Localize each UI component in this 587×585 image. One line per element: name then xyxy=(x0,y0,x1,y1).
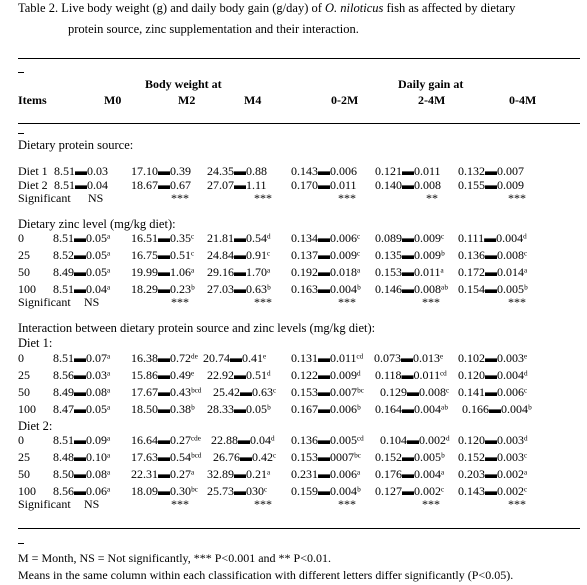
cell-m4: 20.74▬0.41ᵉ xyxy=(203,351,267,365)
cell-gain-0-2m: 0.170▬0.011 xyxy=(291,178,357,192)
cell-m4: 25.42▬0.63ᶜ xyxy=(213,385,277,399)
cell-gain-0-4m: 0.203▬0.002ᵃ xyxy=(458,467,528,481)
row-item: 0 xyxy=(18,433,24,447)
cell-m0: 8.51▬0.07ᵃ xyxy=(53,351,111,365)
table-row xyxy=(18,467,580,481)
cell-gain-0-4m: 0.120▬0.004ᵈ xyxy=(458,368,528,382)
sig-m2: *** xyxy=(171,295,189,309)
cell-gain-2-4m: 0.089▬0.009ᶜ xyxy=(375,231,445,245)
cell-gain-0-2m: 0.231▬0.006ᵃ xyxy=(291,467,361,481)
cell-m2: 15.86▬0.49ᵉ xyxy=(131,368,195,382)
cell-m2: 16.64▬0.27ᶜᵈᵉ xyxy=(131,433,201,447)
row-item: 25 xyxy=(18,248,30,262)
sig-m4: *** xyxy=(254,191,272,205)
cell-m2: 19.99▬1.06ᵃ xyxy=(131,265,195,279)
sig-gain-0-4m: *** xyxy=(508,295,526,309)
sig-gain-0-2m: *** xyxy=(338,191,356,205)
significance-row xyxy=(18,497,580,511)
significance-label: Significant xyxy=(18,497,71,511)
sig-gain-0-4m: *** xyxy=(508,191,526,205)
cell-gain-0-2m: 0.153▬0.007ᵇᶜ xyxy=(291,385,364,399)
cell-gain-0-2m: 0.137▬0.009ᶜ xyxy=(291,248,361,262)
cell-gain-2-4m: 0.153▬0.011ᵃ xyxy=(375,265,444,279)
cell-m4: 26.76▬0.42ᶜ xyxy=(213,450,277,464)
table-row xyxy=(18,164,580,178)
top-dash xyxy=(18,72,24,73)
header-gain-0-4m: 0-4M xyxy=(509,93,537,107)
sig-gain-2-4m: *** xyxy=(422,295,440,309)
header-m0: M0 xyxy=(104,93,122,107)
cell-gain-0-4m: 0.152▬0.003ᶜ xyxy=(458,450,528,464)
cell-m0: 8.56▬0.06ᵃ xyxy=(53,484,111,498)
cell-m0: 8.49▬0.05ᵃ xyxy=(53,265,111,279)
sig-m0: NS xyxy=(88,191,104,205)
header-dash xyxy=(18,133,24,134)
cell-gain-2-4m: 0.164▬0.004ᵃᵇ xyxy=(375,402,448,416)
sig-gain-2-4m: *** xyxy=(422,497,440,511)
caption-species: O. niloticus xyxy=(325,1,384,15)
sig-m0: NS xyxy=(84,497,100,511)
cell-m4: 29.16▬1.70ᵃ xyxy=(207,265,271,279)
cell-m2: 16.75▬0.51ᶜ xyxy=(131,248,195,262)
table-row xyxy=(18,402,580,416)
cell-m2: 22.31▬0.27ᵃ xyxy=(131,467,195,481)
table-row xyxy=(18,231,580,245)
cell-gain-0-2m: 0.131▬0.011ᶜᵈ xyxy=(291,351,364,365)
row-item: Diet 1 xyxy=(18,164,48,178)
cell-m0: 8.50▬0.08ᵃ xyxy=(53,467,111,481)
header-m2: M2 xyxy=(178,93,196,107)
cell-gain-0-2m: 0.122▬0.009ᵈ xyxy=(291,368,361,382)
cell-m4: 21.81▬0.54ᵈ xyxy=(207,231,271,245)
cell-m2: 18.67▬0.67 xyxy=(131,178,191,192)
cell-gain-2-4m: 0.146▬0.008ᵃᵇ xyxy=(375,282,448,296)
cell-m4: 24.84▬0.91ᶜ xyxy=(207,248,271,262)
row-item: 100 xyxy=(18,282,36,296)
cell-gain-2-4m: 0.129▬0.008ᶜ xyxy=(380,385,450,399)
table-row xyxy=(18,282,580,296)
section-diet-1: Diet 1: xyxy=(18,336,53,350)
cell-m4: 27.07▬1.11 xyxy=(207,178,267,192)
cell-gain-0-4m: 0.166▬0.004ᵇ xyxy=(462,402,532,416)
sig-m2: *** xyxy=(171,191,189,205)
cell-m4: 27.03▬0.63ᵇ xyxy=(207,282,271,296)
cell-m0: 8.56▬0.03ᵃ xyxy=(53,368,111,382)
cell-gain-0-4m: 0.155▬0.009 xyxy=(458,178,524,192)
caption-prefix: Table 2. Live body weight (g) and daily body gain (g/day) of xyxy=(18,1,322,15)
row-item: 50 xyxy=(18,385,30,399)
cell-m4: 24.35▬0.88 xyxy=(207,164,267,178)
cell-gain-0-4m: 0.120▬0.003ᵈ xyxy=(458,433,528,447)
cell-gain-0-4m: 0.154▬0.005ᵇ xyxy=(458,282,528,296)
row-item: 0 xyxy=(18,231,24,245)
cell-gain-0-4m: 0.111▬0.004ᵈ xyxy=(458,231,527,245)
cell-gain-2-4m: 0.073▬0.013ᵉ xyxy=(374,351,444,365)
cell-m2: 18.50▬0.38ᵇ xyxy=(131,402,195,416)
cell-m4: 25.73▬030ᶜ xyxy=(207,484,268,498)
cell-m0: 8.51▬0.04 xyxy=(54,178,108,192)
cell-m0: 8.52▬0.05ᵃ xyxy=(53,248,111,262)
footnote-abbreviations: M = Month, NS = Not significantly, *** P<0.001 and ** P<0.01. xyxy=(18,551,331,565)
cell-gain-0-4m: 0.132▬0.007 xyxy=(458,164,524,178)
cell-gain-2-4m: 0.118▬0.011ᶜᵈ xyxy=(375,368,447,382)
cell-gain-2-4m: 0.140▬0.008 xyxy=(375,178,441,192)
sig-m4: *** xyxy=(254,497,272,511)
sig-gain-0-2m: *** xyxy=(338,295,356,309)
table-row xyxy=(18,248,580,262)
row-item: 100 xyxy=(18,484,36,498)
cell-gain-2-4m: 0.135▬0.009ᵇ xyxy=(375,248,445,262)
cell-gain-0-2m: 0.143▬0.006 xyxy=(291,164,357,178)
significance-label: Significant xyxy=(18,295,71,309)
sig-m0: NS xyxy=(84,295,100,309)
cell-m0: 8.47▬0.05ᵃ xyxy=(53,402,111,416)
cell-gain-0-2m: 0.159▬0.004ᵇ xyxy=(291,484,361,498)
table-row xyxy=(18,385,580,399)
cell-m4: 22.92▬0.51ᵈ xyxy=(207,368,271,382)
cell-m2: 16.38▬0.72ᵈᵉ xyxy=(131,351,198,365)
caption-suffix: fish as affected by dietary xyxy=(386,1,516,15)
cell-m4: 22.88▬0.04ᵈ xyxy=(211,433,275,447)
cell-gain-0-4m: 0.172▬0.014ᵃ xyxy=(458,265,528,279)
table-row xyxy=(18,351,580,365)
header-m4: M4 xyxy=(244,93,262,107)
header-gain-0-2m: 0-2M xyxy=(331,93,359,107)
table-row xyxy=(18,433,580,447)
cell-m2: 17.63▬0.54ᵇᶜᵈ xyxy=(131,450,202,464)
significance-row xyxy=(18,295,580,309)
section-zinc-level: Dietary zinc level (mg/kg diet): xyxy=(18,217,176,231)
top-rule xyxy=(18,58,580,59)
sig-gain-2-4m: ** xyxy=(426,191,438,205)
cell-gain-2-4m: 0.127▬0.002ᶜ xyxy=(375,484,445,498)
cell-gain-0-2m: 0.192▬0.018ᵃ xyxy=(291,265,361,279)
cell-m2: 17.10▬0.39 xyxy=(131,164,191,178)
table-caption xyxy=(18,1,515,15)
section-interaction: Interaction between dietary protein source and zinc levels (mg/kg diet): xyxy=(18,321,376,335)
cell-m0: 8.51▬0.09ᵃ xyxy=(53,433,111,447)
cell-gain-2-4m: 0.176▬0.004ᵃ xyxy=(375,467,445,481)
header-body-weight-at: Body weight at xyxy=(145,77,222,91)
row-item: 100 xyxy=(18,402,36,416)
cell-gain-0-2m: 0.134▬0.006ᶜ xyxy=(291,231,361,245)
row-item: 0 xyxy=(18,351,24,365)
cell-gain-0-2m: 0.163▬0.004ᵇ xyxy=(291,282,361,296)
sig-gain-0-4m: *** xyxy=(508,497,526,511)
cell-gain-0-2m: 0.167▬0.006ᵇ xyxy=(291,402,361,416)
cell-gain-2-4m: 0.104▬0.002ᵈ xyxy=(380,433,450,447)
sig-gain-0-2m: *** xyxy=(338,497,356,511)
cell-m2: 16.51▬0.35ᶜ xyxy=(131,231,195,245)
sig-m4: *** xyxy=(254,295,272,309)
header-gain-2-4m: 2-4M xyxy=(418,93,446,107)
cell-m4: 28.33▬0.05ᵇ xyxy=(207,402,271,416)
cell-gain-2-4m: 0.152▬0.005ᵇ xyxy=(375,450,445,464)
section-protein-source: Dietary protein source: xyxy=(18,138,134,152)
cell-m0: 8.51▬0.05ᵃ xyxy=(53,231,111,245)
row-item: 25 xyxy=(18,450,30,464)
bottom-rule xyxy=(18,528,580,529)
significance-row xyxy=(18,191,580,205)
table-row xyxy=(18,450,580,464)
table-row xyxy=(18,265,580,279)
cell-m0: 8.49▬0.08ᵃ xyxy=(53,385,111,399)
cell-gain-2-4m: 0.121▬0.011 xyxy=(375,164,441,178)
section-diet-2: Diet 2: xyxy=(18,419,53,433)
footnote-letters: Means in the same column within each classification with different letters differ significantly (P<0.05). xyxy=(18,568,514,582)
sig-m2: *** xyxy=(171,497,189,511)
cell-m2: 18.29▬0.23ᵇ xyxy=(131,282,195,296)
cell-m2: 17.67▬0.43ᵇᶜᵈ xyxy=(131,385,202,399)
cell-gain-0-4m: 0.143▬0.002ᶜ xyxy=(458,484,528,498)
cell-m0: 8.51▬0.04ᵃ xyxy=(53,282,111,296)
cell-m2: 18.09▬0.30ᵇᶜ xyxy=(131,484,198,498)
header-daily-gain-at: Daily gain at xyxy=(398,77,464,91)
cell-m4: 32.89▬0.21ᵃ xyxy=(207,467,271,481)
cell-gain-0-2m: 0.136▬0.005ᶜᵈ xyxy=(291,433,364,447)
cell-m0: 8.51▬0.03 xyxy=(54,164,108,178)
table-caption-line2: protein source, zinc supplementation and their interaction. xyxy=(68,22,359,36)
cell-gain-0-2m: 0.153▬0007ᵇᶜ xyxy=(291,450,361,464)
table-row xyxy=(18,178,580,192)
table-row xyxy=(18,368,580,382)
row-item: 50 xyxy=(18,265,30,279)
significance-label: Significant xyxy=(18,191,71,205)
header-items: Items xyxy=(18,93,47,107)
row-item: Diet 2 xyxy=(18,178,48,192)
cell-gain-0-4m: 0.136▬0.008ᶜ xyxy=(458,248,528,262)
bottom-dash xyxy=(18,543,24,544)
cell-gain-0-4m: 0.102▬0.003ᵉ xyxy=(458,351,528,365)
row-item: 25 xyxy=(18,368,30,382)
row-item: 50 xyxy=(18,467,30,481)
cell-m0: 8.48▬0.10ᵃ xyxy=(53,450,111,464)
cell-gain-0-4m: 0.141▬0.006ᶜ xyxy=(458,385,528,399)
header-rule xyxy=(18,123,580,124)
table-row xyxy=(18,484,580,498)
